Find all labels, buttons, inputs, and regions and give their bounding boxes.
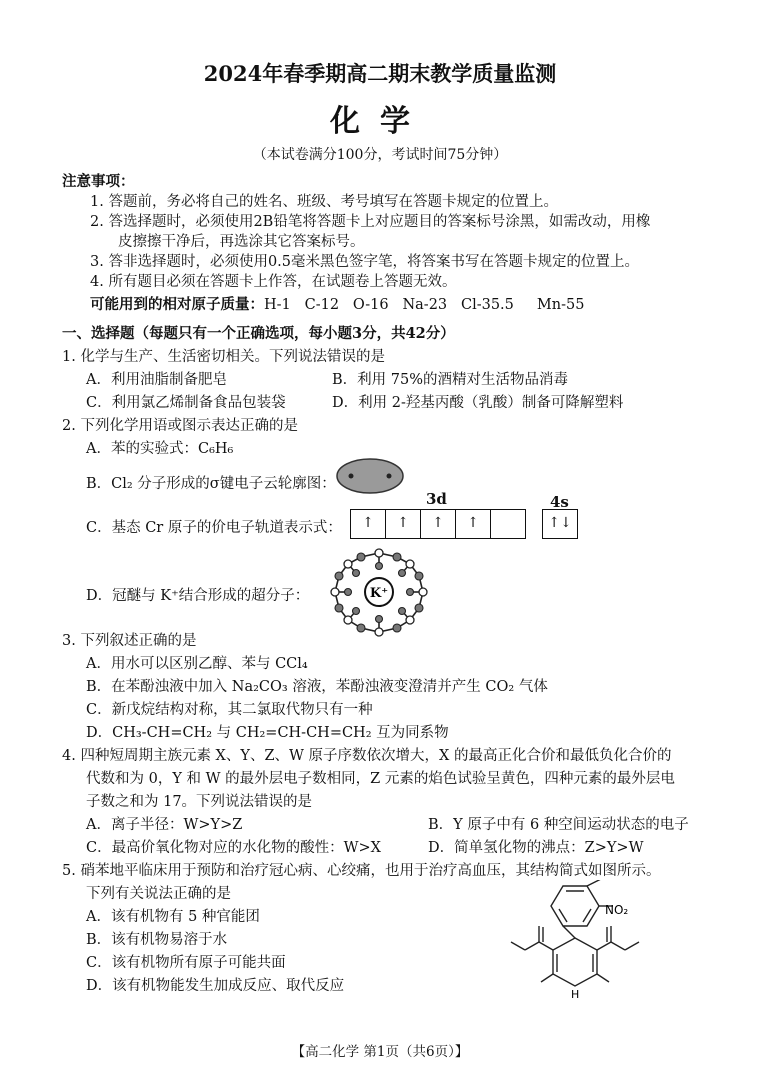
orbital-3d-label: 3d xyxy=(426,490,447,508)
q4-option-c: C．最高价氧化物对应的水化物的酸性：W>X xyxy=(86,840,381,856)
orbital-box-3d: ↑ xyxy=(420,509,456,539)
exam-info: （本试卷满分100分，考试时间75分钟） xyxy=(252,147,508,163)
q1-option-c: C．利用氯乙烯制备食品包装袋 xyxy=(86,395,286,411)
q4-option-d: D．简单氢化物的沸点：Z>Y>W xyxy=(428,840,644,856)
q5-option-d: D．该有机物能发生加成反应、取代反应 xyxy=(86,978,345,994)
atomic-masses xyxy=(90,293,584,314)
nh-label: H xyxy=(571,988,580,1000)
sigma-bond-cloud-diagram xyxy=(334,456,406,496)
q2-option-c: C．基态 Cr 原子的价电子轨道表示式： xyxy=(86,520,342,536)
atomic-masses-label: 可能用到的相对原子质量： xyxy=(90,296,264,313)
note-item: 4. 所有题目必须在答题卡上作答，在试题卷上答题无效。 xyxy=(90,274,457,290)
crown-ether-k-complex-diagram xyxy=(328,546,430,640)
section-heading: 一、选择题（每题只有一个正确选项，每小题3分，共42分） xyxy=(62,325,455,342)
subject-title: 化学 xyxy=(330,104,430,139)
q5-option-b: B．该有机物易溶于水 xyxy=(86,932,228,948)
q5-option-c: C．该有机物所有原子可能共面 xyxy=(86,955,286,971)
orbital-box-3d: ↑ xyxy=(350,509,386,539)
q1-stem: 1. 化学与生产、生活密切相关。下列说法错误的是 xyxy=(62,349,385,365)
note-item: 2. 答选择题时，必须使用2B铅笔将答题卡上对应题目的答案标号涂黑，如需改动，用橡 xyxy=(90,214,651,230)
q1-option-d: D．利用 2-羟基丙酸（乳酸）制备可降解塑料 xyxy=(332,395,624,411)
orbital-box-3d: ↑ xyxy=(455,509,491,539)
page-footer: 【高二化学 第1页（共6页）】 xyxy=(291,1044,469,1060)
q3-option-d: D．CH₃-CH=CH₂ 与 CH₂=CH-CH=CH₂ 互为同系物 xyxy=(86,725,449,741)
nitro-group-label: NO₂ xyxy=(605,903,629,917)
notes-heading: 注意事项： xyxy=(62,173,135,190)
q4-stem-line: 4. 四种短周期主族元素 X、Y、Z、W 原子序数依次增大，X 的最高正化合价和最低负化合价的 xyxy=(62,748,672,764)
q3-option-a: A．用水可以区别乙醇、苯与 CCl₄ xyxy=(86,656,308,672)
q4-option-a: A．离子半径：W>Y>Z xyxy=(86,817,243,833)
q2-stem: 2. 下列化学用语或图示表达正确的是 xyxy=(62,418,298,434)
q3-option-c: C．新戊烷结构对称，其二氯取代物只有一种 xyxy=(86,702,373,718)
atomic-masses-values: H-1 C-12 O-16 Na-23 Cl-35.5 Mn-55 xyxy=(264,297,585,313)
q1-option-b: B．利用 75%的酒精对生活物品消毒 xyxy=(332,372,568,388)
nifedipine-structure-diagram xyxy=(505,880,665,1000)
orbital-4s-label: 4s xyxy=(550,493,569,511)
note-item: 皮擦擦干净后，再选涂其它答案标号。 xyxy=(118,234,365,250)
q3-stem: 3. 下列叙述正确的是 xyxy=(62,633,197,649)
q4-option-b: B．Y 原子中有 6 种空间运动状态的电子 xyxy=(428,817,689,833)
q2-option-a: A．苯的实验式：C₆H₆ xyxy=(86,441,234,457)
orbital-box-3d: ↑ xyxy=(385,509,421,539)
q5-stem-line: 5. 硝苯地平临床用于预防和治疗冠心病、心绞痛，也用于治疗高血压，其结构简式如图所示。 xyxy=(62,863,661,879)
exam-title: 2024年春季期高二期末教学质量监测 xyxy=(203,61,557,86)
q1-option-a: A．利用油脂制备肥皂 xyxy=(86,372,227,388)
orbital-box-4s: ↑↓ xyxy=(542,509,578,539)
k-ion-label: K⁺ xyxy=(369,586,389,601)
q5-option-a: A．该有机物有 5 种官能团 xyxy=(86,909,260,925)
q2-option-b: B．Cl₂ 分子形成的σ键电子云轮廓图： xyxy=(86,476,336,492)
q4-stem-line: 代数和为 0，Y 和 W 的最外层电子数相同，Z 元素的焰色试验呈黄色，四种元素的最外层电 xyxy=(86,771,675,787)
q3-option-b: B．在苯酚浊液中加入 Na₂CO₃ 溶液，苯酚浊液变澄清并产生 CO₂ 气体 xyxy=(86,679,548,695)
note-item: 1. 答题前，务必将自己的姓名、班级、考号填写在答题卡规定的位置上。 xyxy=(90,194,558,210)
orbital-box-3d xyxy=(490,509,526,539)
q4-stem-line: 子数之和为 17。下列说法错误的是 xyxy=(86,794,313,810)
note-item: 3. 答非选择题时，必须使用0.5毫米黑色签字笔，将答案书写在答题卡规定的位置上。 xyxy=(90,254,640,270)
q2-option-d: D．冠醚与 K⁺结合形成的超分子： xyxy=(86,588,310,604)
q5-stem-line: 下列有关说法正确的是 xyxy=(86,886,231,902)
